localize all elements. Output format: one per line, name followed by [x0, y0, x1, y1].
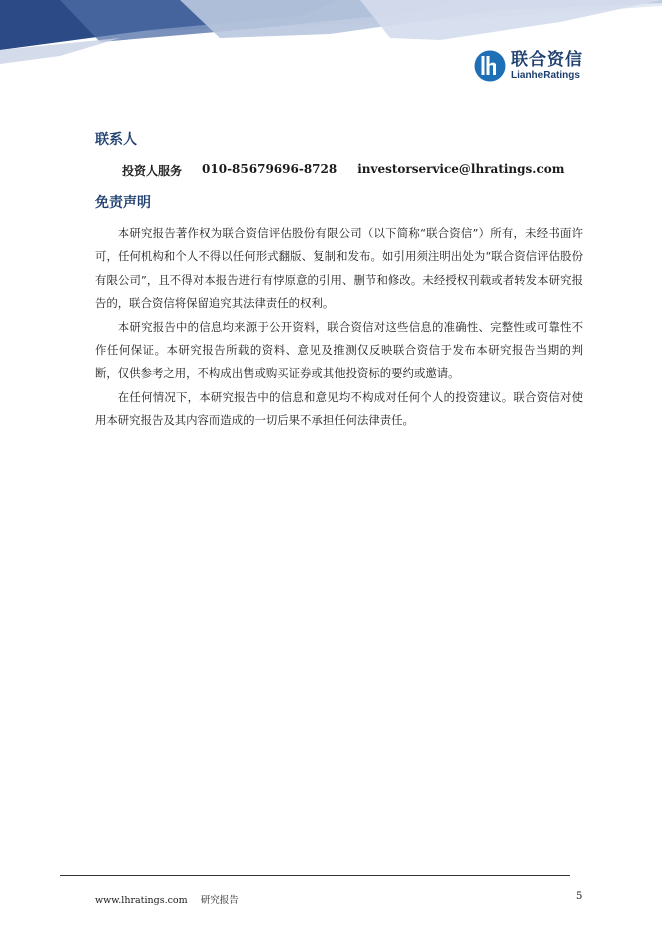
lianhe-logo-icon [474, 50, 506, 82]
contact-info [122, 162, 564, 179]
contact-heading: 联系人 [95, 132, 137, 148]
page-number: 5 [576, 891, 583, 902]
disclaimer-heading: 免责声明 [95, 195, 151, 211]
disclaimer-paragraph-liability: 在任何情况下，本研究报告中的信息和意见均不构成对任何个人的投资建议。联合资信对使用本研究报告及其内容而造成的一切后果不承担任何法律责任。 [95, 389, 583, 428]
contact-email[interactable]: investorservice@lhratings.com [357, 162, 565, 176]
footer-divider [60, 875, 570, 876]
footer-info [95, 892, 249, 906]
disclaimer-body [95, 222, 583, 433]
footer-doc-type: 研究报告 [200, 895, 239, 906]
disclaimer-paragraph-copyright: 本研究报告著作权为联合资信评估股份有限公司（以下简称“联合资信”）所有，未经书面许可，任何机构和个人不得以任何形式翻版、复制和发布。如引用须注明出处为“联合资信评估股份有限公司”，且不得对本报告进行有悖原意的引用、删节和修改。未经授权刊载或者转发本研究报告的，联合资信将保留追究其法律责任的权利。 [95, 226, 583, 311]
logo-english-name: LianheRatings [511, 69, 580, 81]
contact-label: 投资人服务 [122, 164, 183, 178]
contact-phone: 010-85679696-8728 [202, 162, 338, 176]
company-logo [474, 50, 583, 82]
footer-website-link[interactable]: www.lhratings.com [95, 895, 188, 906]
logo-chinese-name: 联合资信 [511, 49, 583, 70]
disclaimer-paragraph-accuracy: 本研究报告中的信息均来源于公开资料，联合资信对这些信息的准确性、完整性或可靠性不作任何保证。本研究报告所载的资料、意见及推测仅反映联合资信于发布本研究报告当期的判断，仅供参考之用，不构成出售或购买证券或其他投资标的要约或邀请。 [95, 319, 583, 381]
